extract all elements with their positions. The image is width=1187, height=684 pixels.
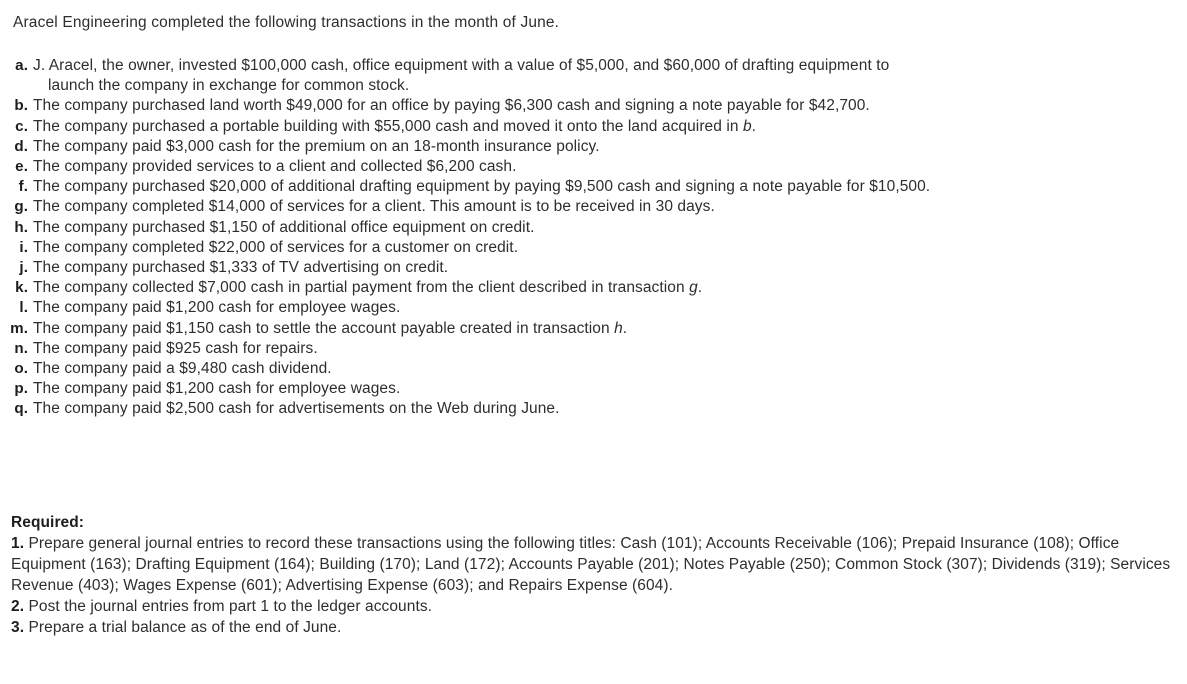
transaction-text-main: The company paid $1,200 cash for employee wages. [33, 380, 401, 398]
transaction-text [28, 218, 1187, 238]
transaction-row [0, 96, 1187, 116]
required-item [11, 617, 1181, 638]
required-item-number: 3. [11, 619, 25, 636]
transaction-marker: j. [19, 259, 28, 277]
required-item [11, 596, 1181, 617]
transaction-row [0, 399, 1187, 419]
transaction-text-main: The company purchased $20,000 of additional drafting equipment by paying $9,500 cash and signing a note payable for $10,500. [33, 178, 931, 196]
transaction-marker: h. [14, 218, 28, 236]
transaction-reference: g [689, 279, 698, 297]
transaction-row [0, 379, 1187, 399]
transaction-text [28, 96, 1187, 116]
transaction-text [28, 399, 1187, 419]
transaction-text [28, 117, 1187, 137]
transaction-text-main: The company paid $925 cash for repairs. [33, 339, 318, 357]
transaction-text-main: The company paid $2,500 cash for advertisements on the Web during June. [33, 400, 560, 418]
transaction-text-main: The company paid a $9,480 cash dividend. [33, 360, 332, 378]
transaction-text [28, 359, 1187, 379]
transaction-marker: c. [15, 117, 28, 135]
required-item-text: Prepare general journal entries to record these transactions using the following titles: Cash (101); Accounts Receivable (106); Prepaid Insurance (108); Office Equipment (163); Drafting Equipment (164); Building (170); Land (172); Accounts Payable (201); Notes Payable (250); Common Stock (307); Dividends (319); Services Revenue (403); Wages Expense (601); Advertising Expense (603); and Repairs Expense (604). [11, 535, 1171, 594]
required-items [11, 533, 1181, 638]
required-item [11, 533, 1179, 596]
transaction-marker: p. [14, 380, 28, 398]
transaction-text-main: The company completed $14,000 of services for a client. This amount is to be received in 30 days. [33, 198, 715, 216]
transaction-row [0, 258, 1187, 278]
transaction-row [0, 359, 1187, 379]
transaction-marker: d. [14, 137, 28, 155]
transaction-marker: l. [19, 299, 28, 317]
required-item-text: Prepare a trial balance as of the end of June. [28, 619, 342, 636]
transaction-text-main: The company purchased $1,150 of additional office equipment on credit. [33, 218, 535, 236]
transaction-text [28, 137, 1187, 157]
transaction-marker: i. [19, 238, 28, 256]
transaction-text [28, 339, 1187, 359]
transaction-text [28, 238, 1187, 258]
required-item-text: Post the journal entries from part 1 to the ledger accounts. [28, 598, 433, 615]
transaction-text-main: The company paid $1,200 cash for employee wages. [33, 299, 401, 317]
transaction-row [0, 298, 1187, 318]
transaction-text [28, 278, 1187, 298]
transaction-row [0, 319, 1187, 339]
transaction-marker: f. [18, 178, 28, 196]
transaction-text-main: The company completed $22,000 of services for a customer on credit. [33, 238, 519, 256]
required-item-number: 2. [11, 598, 25, 615]
transaction-marker: e. [15, 158, 28, 176]
transaction-text [28, 379, 1187, 399]
transaction-row [0, 177, 1187, 197]
transaction-text [28, 157, 1187, 177]
intro-sentence: Aracel Engineering completed the following transactions in the month of June. [13, 14, 560, 31]
required-heading: Required: [11, 514, 85, 531]
transaction-marker: b. [14, 97, 28, 115]
transaction-marker: q. [14, 400, 28, 418]
transaction-text-before: The company collected $7,000 cash in partial payment from the client described in transaction [33, 279, 690, 297]
transactions-list [0, 56, 1187, 420]
transaction-row [0, 56, 1187, 96]
transaction-text [28, 258, 1187, 278]
transaction-text-main: J. Aracel, the owner, invested $100,000 cash, office equipment with a value of $5,000, and $60,000 of drafting equipment to [33, 57, 890, 74]
transaction-reference: h [614, 319, 623, 337]
transaction-row [0, 117, 1187, 137]
required-item-number: 1. [11, 535, 25, 552]
transaction-text [28, 56, 1187, 96]
transaction-marker: a. [15, 57, 28, 74]
transaction-marker: n. [14, 339, 28, 357]
transaction-reference: b [742, 117, 752, 135]
transaction-text [28, 298, 1187, 318]
transaction-text-after: . [751, 117, 757, 135]
transaction-text-main: The company purchased $1,333 of TV advertising on credit. [33, 259, 449, 277]
required-section [11, 512, 1181, 638]
transaction-text [28, 197, 1187, 217]
transaction-marker: k. [15, 279, 28, 297]
transaction-row [0, 137, 1187, 157]
transaction-text-main: The company provided services to a client and collected $6,200 cash. [33, 158, 517, 176]
transaction-marker: g. [14, 198, 28, 216]
transaction-text-before: The company paid $1,150 cash to settle the account payable created in transaction [33, 319, 615, 337]
transaction-text-before: The company purchased a portable building with $55,000 cash and moved it onto the land acquired in [33, 117, 743, 135]
transaction-text-after: . [697, 279, 703, 297]
transaction-text-continuation: launch the company in exchange for common stock. [48, 77, 410, 95]
transaction-text [28, 319, 1187, 339]
transaction-row [0, 157, 1187, 177]
transaction-row [0, 238, 1187, 258]
transaction-text-main: The company purchased land worth $49,000 for an office by paying $6,300 cash and signing a note payable for $42,700. [33, 97, 870, 115]
transaction-text-after: . [622, 319, 628, 337]
transaction-row [0, 339, 1187, 359]
transaction-row [0, 218, 1187, 238]
transaction-marker: o. [14, 360, 28, 378]
transaction-marker: m. [10, 319, 28, 337]
transaction-row [0, 197, 1187, 217]
transaction-text [28, 177, 1187, 197]
transaction-row [0, 278, 1187, 298]
transaction-text-main: The company paid $3,000 cash for the premium on an 18-month insurance policy. [33, 137, 600, 155]
